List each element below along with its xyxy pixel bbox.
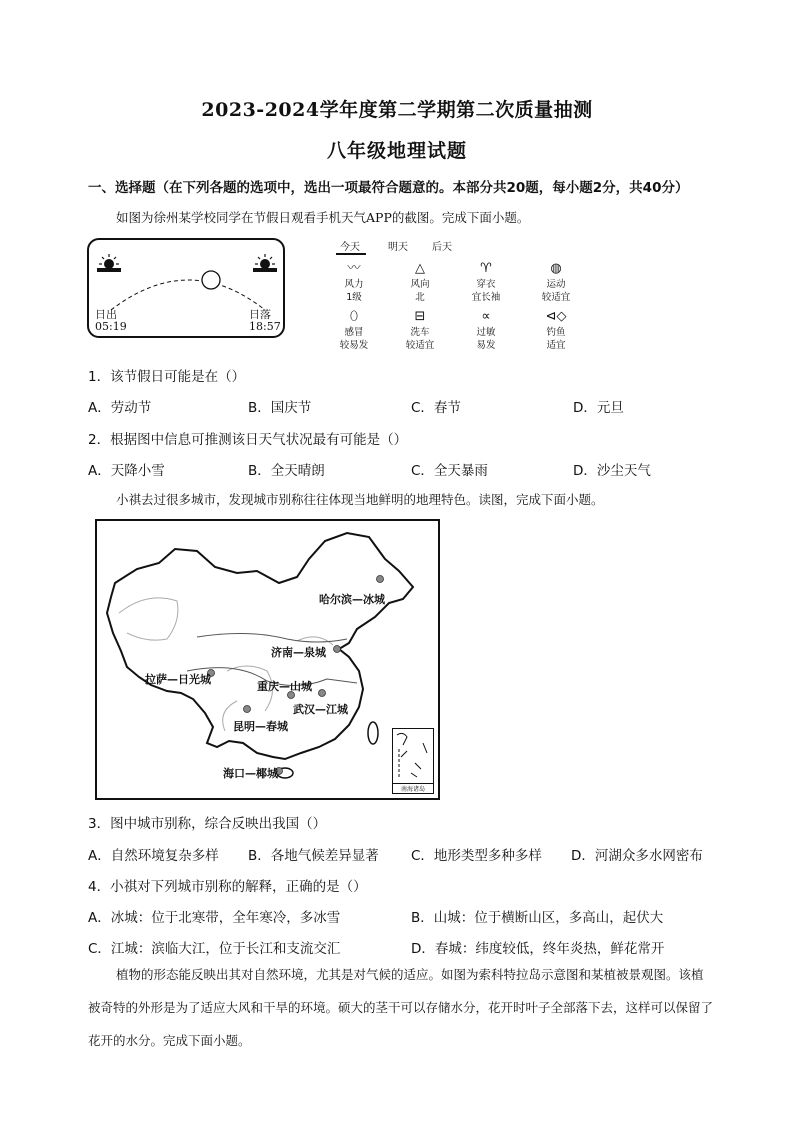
index-clothing: ♈ 穿衣 宜长袖 — [456, 260, 516, 304]
tab-active-indicator — [336, 253, 366, 255]
clothes-icon: ♈ — [480, 261, 492, 276]
q2-option-d[interactable]: D．沙尘天气 — [573, 463, 651, 479]
q3-option-c[interactable]: C．地形类型多种多样 — [411, 848, 542, 864]
q4-option-a[interactable]: A．冰城：位于北寒带，全年寒冷，多冰雪 — [88, 910, 341, 926]
q2-option-b[interactable]: B．全天晴朗 — [248, 463, 325, 479]
tab-day-after[interactable]: 后天 — [432, 242, 452, 253]
q4-option-c[interactable]: C．江城：滨临大江，位于长江和支流交汇 — [88, 941, 341, 957]
question-1-stem: 1．该节假日可能是在（） — [88, 369, 246, 385]
wind-icon: 〰 — [347, 261, 361, 276]
sunset-time: 18:57 — [249, 320, 281, 333]
q4-option-b[interactable]: B．山城：位于横断山区，多高山，起伏大 — [411, 910, 664, 926]
section-heading: 一、选择题（在下列各题的选项中，选出一项最符合题意的。本部分共20题，每小题2分，共40分） — [88, 180, 689, 196]
map-label-harbin: 哈尔滨—冰城 — [319, 593, 385, 606]
page-title: 2023-2024学年度第二学期第二次质量抽测 — [201, 99, 593, 121]
index-wind-force: 〰 风力 1级 — [324, 260, 384, 304]
allergy-icon: ∝ — [481, 309, 491, 324]
intro-text-1: 如图为徐州某学校同学在节假日观看手机天气APP的截图。完成下面小题。 — [116, 210, 530, 225]
q1-option-b[interactable]: B．国庆节 — [248, 400, 312, 416]
intro-text-3: 植物的形态能反映出其对自然环境，尤其是对气候的适应。如图为索科特拉岛示意图和某植被景观图。该植被奇特的外形是为了适应大风和干旱的环境。硕大的茎干可以存储水分，花开时叶子全部落下去，这样可以保留了花开的水分。完成下面小题。 — [88, 967, 714, 1048]
wind-direction-icon: △ — [415, 261, 425, 276]
intro-text-2: 小祺去过很多城市，发现城市别称往往体现当地鲜明的地理特色。读图，完成下面小题。 — [116, 492, 604, 507]
inset-label: 南海诸岛 — [393, 783, 433, 793]
tab-today[interactable]: 今天 — [340, 242, 360, 253]
index-fishing: ⊲◇ 钓鱼 适宜 — [526, 308, 586, 352]
map-label-wuhan: 武汉—江城 — [293, 703, 348, 716]
sunset-icon — [253, 254, 277, 272]
index-wind-direction: △ 风向 北 — [390, 260, 450, 304]
sunrise-icon — [97, 254, 121, 272]
q1-option-a[interactable]: A．劳动节 — [88, 400, 152, 416]
index-cold: ⬯ 感冒 较易发 — [324, 308, 384, 352]
q3-option-d[interactable]: D．河湖众多水网密布 — [571, 848, 703, 864]
china-outline-graphic — [97, 521, 438, 798]
q1-option-d[interactable]: D．元旦 — [573, 400, 624, 416]
sunrise-label: 日出 — [95, 308, 117, 321]
map-label-kunming: 昆明—春城 — [233, 720, 288, 733]
ball-icon: ◍ — [550, 261, 562, 276]
sunrise-sunset-figure — [87, 238, 285, 338]
q4-option-d[interactable]: D．春城：纬度较低，终年炎热，鲜花常开 — [411, 941, 665, 957]
index-sport: ◍ 运动 较适宜 — [526, 260, 586, 304]
car-icon: ⊟ — [414, 309, 426, 324]
map-label-jinan: 济南—泉城 — [271, 646, 326, 659]
sunset-label: 日落 — [249, 308, 271, 321]
q2-option-c[interactable]: C．全天暴雨 — [411, 463, 488, 479]
index-car-wash: ⊟ 洗车 较适宜 — [390, 308, 450, 352]
question-2-stem: 2．根据图中信息可推测该日天气状况最有可能是（） — [88, 432, 408, 448]
map-label-lhasa: 拉萨—日光城 — [145, 673, 211, 686]
map-label-haikou: 海口—椰城 — [223, 767, 278, 780]
q3-option-a[interactable]: A．自然环境复杂多样 — [88, 848, 219, 864]
china-city-map — [95, 519, 440, 800]
q2-option-a[interactable]: A．天降小雪 — [88, 463, 165, 479]
q3-option-b[interactable]: B．各地气候差异显著 — [248, 848, 379, 864]
capsule-icon: ⬯ — [349, 309, 359, 324]
tab-tomorrow[interactable]: 明天 — [388, 242, 408, 253]
sunrise-time: 05:19 — [95, 320, 127, 333]
q1-option-c[interactable]: C．春节 — [411, 400, 461, 416]
map-label-chongqing: 重庆—山城 — [257, 680, 312, 693]
page-subtitle: 八年级地理试题 — [326, 140, 467, 162]
weather-app-screenshot — [330, 236, 600, 356]
question-3-stem: 3．图中城市别称，综合反映出我国（） — [88, 816, 327, 832]
question-4-stem: 4．小祺对下列城市别称的解释，正确的是（） — [88, 879, 367, 895]
index-allergy: ∝ 过敏 易发 — [456, 308, 516, 352]
fish-icon: ⊲◇ — [545, 309, 567, 324]
south-china-sea-inset — [392, 728, 434, 794]
